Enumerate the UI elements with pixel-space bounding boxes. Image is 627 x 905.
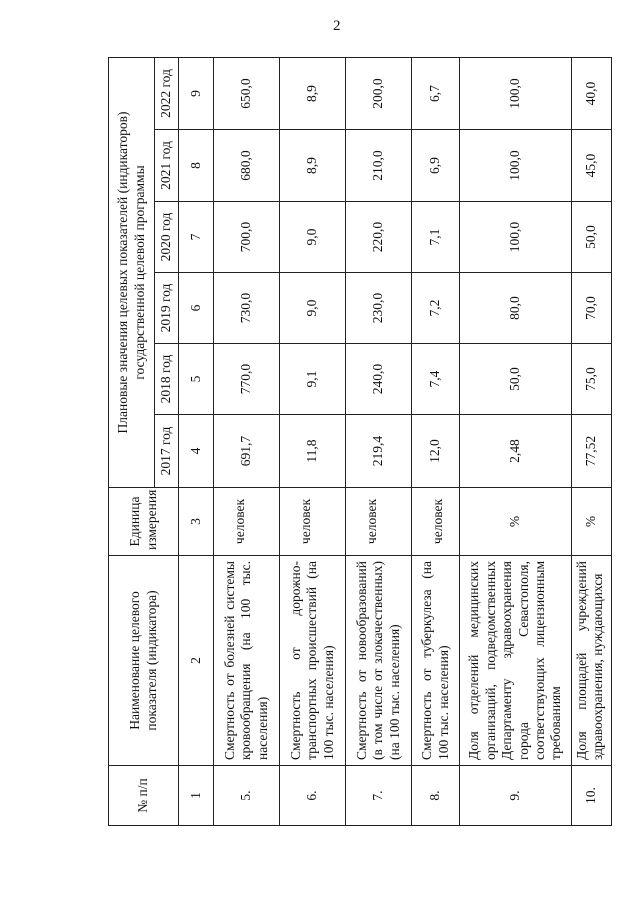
column-number: 9	[179, 57, 214, 129]
plan-value: 9,1	[280, 344, 346, 415]
plan-value: 700,0	[214, 202, 280, 273]
indicator-name: Смертность от болезней системы кровообращения (на 100 тыс. населения)	[214, 556, 280, 766]
row-number: 7.	[346, 766, 412, 826]
plan-value: 70,0	[572, 273, 612, 344]
plan-value: 8,9	[280, 130, 346, 202]
plan-value: 2,48	[460, 415, 572, 488]
plan-value: 210,0	[346, 130, 412, 202]
plan-value: 50,0	[572, 202, 612, 273]
column-number: 7	[179, 202, 214, 273]
column-number: 5	[179, 344, 214, 415]
column-number: 8	[179, 130, 214, 202]
plan-value: 6,9	[412, 130, 460, 202]
plan-value: 220,0	[346, 202, 412, 273]
plan-value: 230,0	[346, 273, 412, 344]
table-row	[346, 57, 412, 825]
header-year: 2022 год	[155, 57, 179, 129]
column-number: 3	[179, 488, 214, 556]
plan-value: 80,0	[460, 273, 572, 344]
indicator-unit: человек	[214, 488, 280, 556]
header-unit: Единица измерения	[109, 488, 179, 556]
indicator-unit: человек	[346, 488, 412, 556]
plan-value: 100,0	[460, 57, 572, 129]
plan-value: 11,8	[280, 415, 346, 488]
plan-value: 6,7	[412, 57, 460, 129]
column-number: 4	[179, 415, 214, 488]
table-row	[280, 57, 346, 825]
page-number: 2	[333, 18, 341, 34]
indicator-unit: человек	[280, 488, 346, 556]
table-row	[572, 57, 612, 825]
plan-value: 200,0	[346, 57, 412, 129]
plan-value: 770,0	[214, 344, 280, 415]
header-year: 2018 год	[155, 344, 179, 415]
plan-value: 9,0	[280, 273, 346, 344]
column-number: 1	[179, 766, 214, 826]
row-number: 5.	[214, 766, 280, 826]
plan-value: 12,0	[412, 415, 460, 488]
plan-value: 100,0	[460, 202, 572, 273]
plan-value: 45,0	[572, 130, 612, 202]
row-number: 10.	[572, 766, 612, 826]
row-number: 9.	[460, 766, 572, 826]
header-year: 2020 год	[155, 202, 179, 273]
indicator-name: Доля отделений медицинских организаций, подведомственных Департаменту здравоохранения города Севастополя, соответствующих лицензионным требованиям	[460, 556, 572, 766]
column-number: 2	[179, 556, 214, 766]
table-row	[460, 57, 572, 825]
plan-value: 7,1	[412, 202, 460, 273]
header-year: 2017 год	[155, 415, 179, 488]
plan-value: 8,9	[280, 57, 346, 129]
row-number: 6.	[280, 766, 346, 826]
plan-value: 75,0	[572, 344, 612, 415]
indicator-unit: %	[460, 488, 572, 556]
indicator-name: Смертность от дорожно-транспортных происшествий (на 100 тыс. населения)	[280, 556, 346, 766]
plan-value: 7,4	[412, 344, 460, 415]
plan-value: 50,0	[460, 344, 572, 415]
plan-value: 691,7	[214, 415, 280, 488]
rotated-table-wrapper	[108, 58, 606, 826]
plan-value: 650,0	[214, 57, 280, 129]
table-row	[412, 57, 460, 825]
plan-value: 7,2	[412, 273, 460, 344]
table-row	[214, 57, 280, 825]
header-name: Наименование целевого показателя (индикатора)	[109, 556, 179, 766]
plan-value: 219,4	[346, 415, 412, 488]
row-number: 8.	[412, 766, 460, 826]
plan-value: 9,0	[280, 202, 346, 273]
indicator-name: Смертность от туберкулеза (на 100 тыс. населения)	[412, 556, 460, 766]
plan-value: 40,0	[572, 57, 612, 129]
plan-value: 240,0	[346, 344, 412, 415]
header-year: 2021 год	[155, 130, 179, 202]
plan-value: 77,52	[572, 415, 612, 488]
plan-value: 730,0	[214, 273, 280, 344]
header-year: 2019 год	[155, 273, 179, 344]
indicator-name: Доля площадей учреждений здравоохранения, нуждающихся	[572, 556, 612, 766]
plan-value: 680,0	[214, 130, 280, 202]
header-row-top	[109, 57, 155, 825]
indicator-unit: %	[572, 488, 612, 556]
header-plan: Плановые значения целевых показателей (индикаторов) государственной целевой программы	[109, 57, 155, 487]
plan-value: 100,0	[460, 130, 572, 202]
indicator-name: Смертность от новообразований (в том числе от злокачественных) (на 100 тыс. населения)	[346, 556, 412, 766]
header-num: № п/п	[109, 766, 179, 826]
column-number: 6	[179, 273, 214, 344]
column-numbers-row	[179, 57, 214, 825]
indicators-table	[108, 57, 612, 826]
indicator-unit: человек	[412, 488, 460, 556]
